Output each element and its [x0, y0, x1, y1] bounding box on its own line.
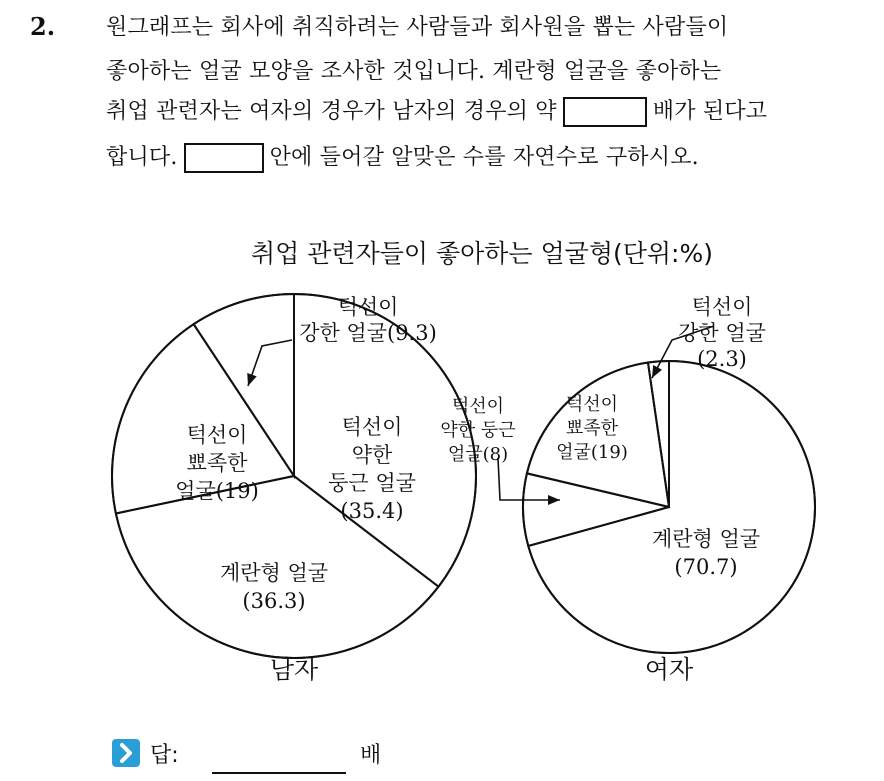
question-line-3-text-a: 취업 관련자는 여자의 경우가 남자의 경우의 약 — [106, 99, 557, 124]
slice-label-0-2-2: 얼굴(19) — [175, 479, 259, 503]
slice-label-1-2-0: 턱선이 — [565, 394, 619, 415]
slice-label-0-2-0: 턱선이 — [186, 423, 248, 447]
chart-title: 취업 관련자들이 좋아하는 얼굴형(단위:%) — [251, 239, 713, 268]
slice-label-1-2-2: 얼굴(19) — [556, 442, 628, 463]
question-line-2: 좋아하는 얼굴 모양을 조사한 것입니다. 계란형 얼굴을 좋아하는 — [106, 59, 722, 84]
question-line-1: 원그래프는 회사에 취직하려는 사람들과 회사원을 뽑는 사람들이 — [106, 15, 729, 40]
answer-input-line[interactable] — [212, 772, 346, 774]
slice-label-1-1-2: 얼굴(8) — [447, 444, 509, 465]
slice-label-1-3-2: (2.3) — [697, 347, 747, 371]
answer-label: 답: — [150, 743, 179, 768]
slice-label-0-0-2: 둥근 얼굴 — [328, 471, 416, 495]
chevron-right-icon — [112, 739, 140, 767]
question-number: 2. — [30, 12, 56, 41]
slice-label-0-0-3: (35.4) — [340, 499, 404, 523]
pie-name-1: 여자 — [644, 655, 694, 684]
slice-label-0-0-1: 약한 — [351, 443, 393, 467]
slice-label-1-3-1: 강한 얼굴 — [678, 321, 766, 345]
slice-label-1-3-0: 턱선이 — [691, 295, 753, 319]
answer-unit: 배 — [360, 743, 382, 768]
slice-label-0-1-1: (36.3) — [242, 589, 306, 613]
question-line-4-text-a: 합니다. — [106, 145, 178, 170]
question-line-3-text-b: 배가 된다고 — [652, 99, 768, 124]
slice-label-0-2-1: 뾰족한 — [186, 451, 248, 475]
slice-label-1-0-1: (70.7) — [674, 555, 738, 579]
slice-label-0-1-0: 계란형 얼굴 — [219, 561, 329, 585]
slice-label-1-1-1: 약한 둥근 — [440, 420, 516, 441]
question-line-4-text-b: 안에 들어갈 알맞은 수를 자연수로 구하시오. — [269, 145, 699, 170]
pie-name-0: 남자 — [269, 655, 319, 684]
slice-label-1-1-0: 턱선이 — [451, 396, 505, 417]
slice-label-0-3-1: 강한 얼굴(9.3) — [299, 321, 437, 345]
slice-label-1-0-0: 계란형 얼굴 — [651, 527, 761, 551]
slice-label-0-3-0: 턱선이 — [337, 295, 399, 319]
slice-label-1-2-1: 뾰족한 — [565, 418, 619, 439]
slice-label-0-0-0: 턱선이 — [341, 415, 403, 439]
